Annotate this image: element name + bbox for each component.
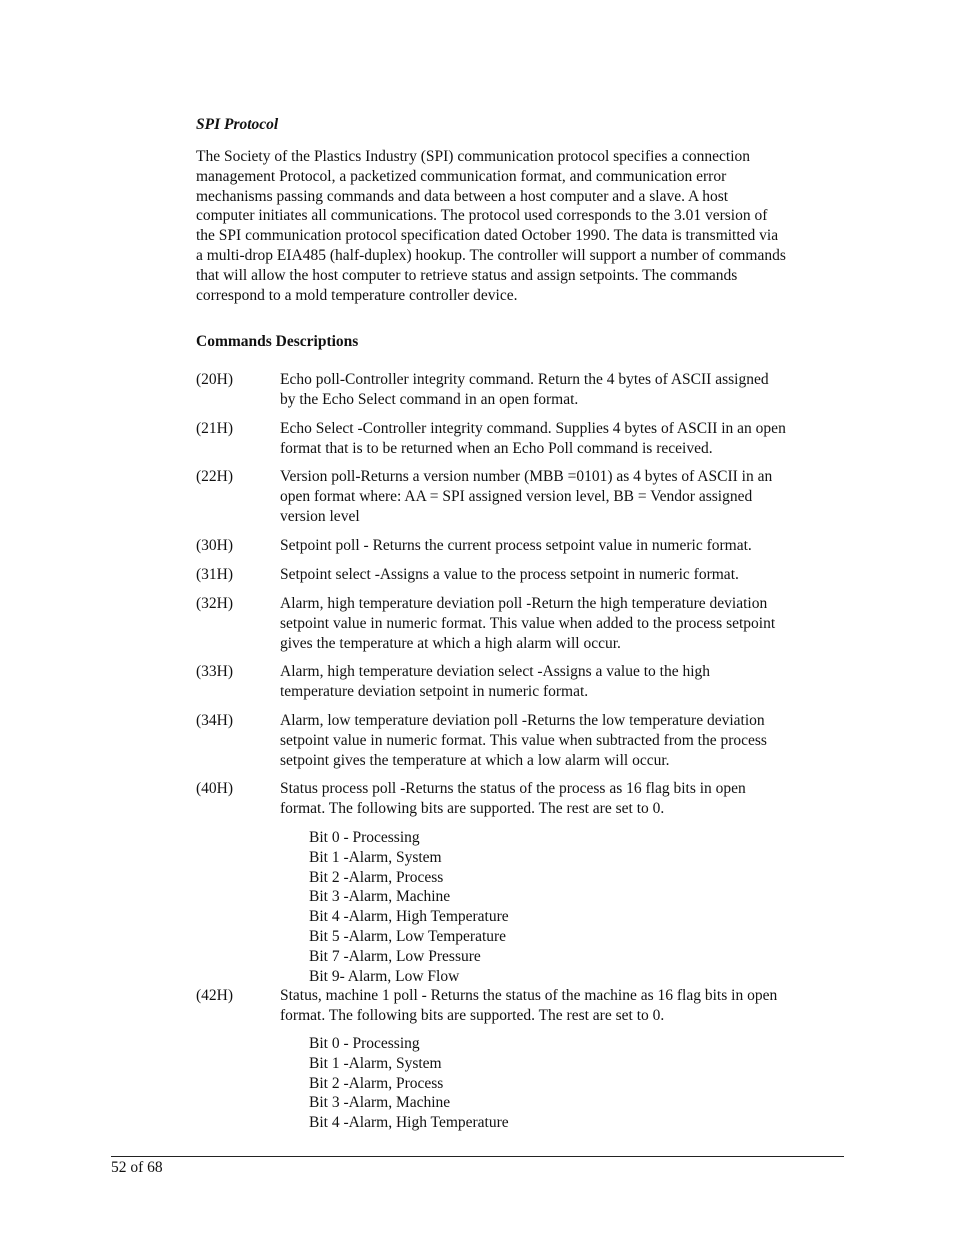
command-description <box>280 711 767 770</box>
bit-item: Bit 7 -Alarm, Low Pressure <box>309 947 481 965</box>
description-line: Status process poll -Returns the status of the process as 16 flag bits in open <box>280 780 746 797</box>
command-description <box>280 467 772 526</box>
command-code: (32H) <box>196 595 234 612</box>
command-description <box>280 662 710 702</box>
bit-item: Bit 9- Alarm, Low Flow <box>309 967 460 985</box>
command-code: (31H) <box>196 566 234 583</box>
description-line: Alarm, high temperature deviation select -Assigns a value to the high <box>280 663 711 680</box>
bit-item: Bit 1 -Alarm, System <box>309 1054 442 1072</box>
description-line: version level <box>280 507 360 525</box>
command-description <box>280 779 746 819</box>
command-code: (21H) <box>196 420 234 437</box>
status-bit-list <box>309 828 509 986</box>
command-code: (30H) <box>196 537 234 554</box>
bit-item: Bit 0 - Processing <box>309 829 420 846</box>
command-description <box>280 419 786 459</box>
intro-line: the SPI communication protocol specification dated October 1990. The data is transmitted via <box>196 227 779 245</box>
intro-paragraph <box>196 147 848 305</box>
command-code: (34H) <box>196 712 234 729</box>
section-title: SPI Protocol <box>196 116 279 133</box>
description-line: format. The following bits are supported. The rest are set to 0. <box>280 799 665 817</box>
description-line: gives the temperature at which a high alarm will occur. <box>280 634 621 652</box>
command-description <box>280 370 769 410</box>
description-line: Echo Select -Controller integrity command. Supplies 4 bytes of ASCII in an open <box>280 420 786 437</box>
page-number: 52 of 68 <box>111 1159 163 1176</box>
command-code: (42H) <box>196 987 234 1004</box>
intro-line: a multi-drop EIA485 (half-duplex) hookup. The controller will support a number of commands <box>196 246 786 264</box>
description-line: format. The following bits are supported. The rest are set to 0. <box>280 1006 665 1024</box>
command-description <box>280 536 752 556</box>
bit-item: Bit 3 -Alarm, Machine <box>309 1094 451 1112</box>
intro-line: that will allow the host computer to retrieve status and assign setpoints. The commands <box>196 266 738 284</box>
bit-item: Bit 3 -Alarm, Machine <box>309 888 451 906</box>
intro-line: correspond to a mold temperature controller device. <box>196 286 518 304</box>
command-code: (40H) <box>196 780 234 797</box>
description-line: Alarm, high temperature deviation poll -Return the high temperature deviation <box>280 595 768 612</box>
bit-item: Bit 0 - Processing <box>309 1035 420 1052</box>
intro-line: management Protocol, a packetized communication format, and communication error <box>196 167 727 185</box>
description-line: Setpoint select -Assigns a value to the process setpoint in numeric format. <box>280 566 739 583</box>
description-line: setpoint value in numeric format. This value when added to the process setpoint <box>280 614 776 632</box>
description-line: by the Echo Select command in an open format. <box>280 390 579 408</box>
description-line: format that is to be returned when an Echo Poll command is received. <box>280 439 713 457</box>
description-line: Version poll-Returns a version number (MBB =0101) as 4 bytes of ASCII in an <box>280 468 773 485</box>
command-description <box>280 986 777 1026</box>
intro-line: The Society of the Plastics Industry (SPI) communication protocol specifies a connection <box>196 148 750 165</box>
command-description <box>280 594 775 653</box>
command-code: (20H) <box>196 371 234 388</box>
command-code: (22H) <box>196 468 234 485</box>
bit-item: Bit 2 -Alarm, Process <box>309 1074 444 1092</box>
description-line: setpoint gives the temperature at which a low alarm will occur. <box>280 751 670 769</box>
description-line: temperature deviation setpoint in numeric format. <box>280 682 589 700</box>
intro-line: mechanisms passing commands and data between a host computer and a slave. A host <box>196 187 729 205</box>
commands-heading: Commands Descriptions <box>196 333 359 350</box>
bit-item: Bit 2 -Alarm, Process <box>309 868 444 886</box>
machine-bit-list <box>309 1034 509 1133</box>
description-line: setpoint value in numeric format. This value when subtracted from the process <box>280 731 767 749</box>
bit-item: Bit 4 -Alarm, High Temperature <box>309 1114 509 1132</box>
bit-item: Bit 5 -Alarm, Low Temperature <box>309 927 507 945</box>
description-line: open format where: AA = SPI assigned version level, BB = Vendor assigned <box>280 487 753 505</box>
description-line: Alarm, low temperature deviation poll -Returns the low temperature deviation <box>280 712 765 729</box>
command-code: (33H) <box>196 663 234 680</box>
description-line: Status, machine 1 poll - Returns the status of the machine as 16 flag bits in open <box>280 987 778 1004</box>
bit-item: Bit 4 -Alarm, High Temperature <box>309 908 509 926</box>
bit-item: Bit 1 -Alarm, System <box>309 848 442 866</box>
description-line: Echo poll-Controller integrity command. Return the 4 bytes of ASCII assigned <box>280 371 769 388</box>
footer-divider <box>111 1156 844 1157</box>
description-line: Setpoint poll - Returns the current process setpoint value in numeric format. <box>280 537 752 554</box>
command-description <box>280 565 739 585</box>
intro-line: computer initiates all communications. The protocol used corresponds to the 3.01 version of <box>196 207 768 225</box>
